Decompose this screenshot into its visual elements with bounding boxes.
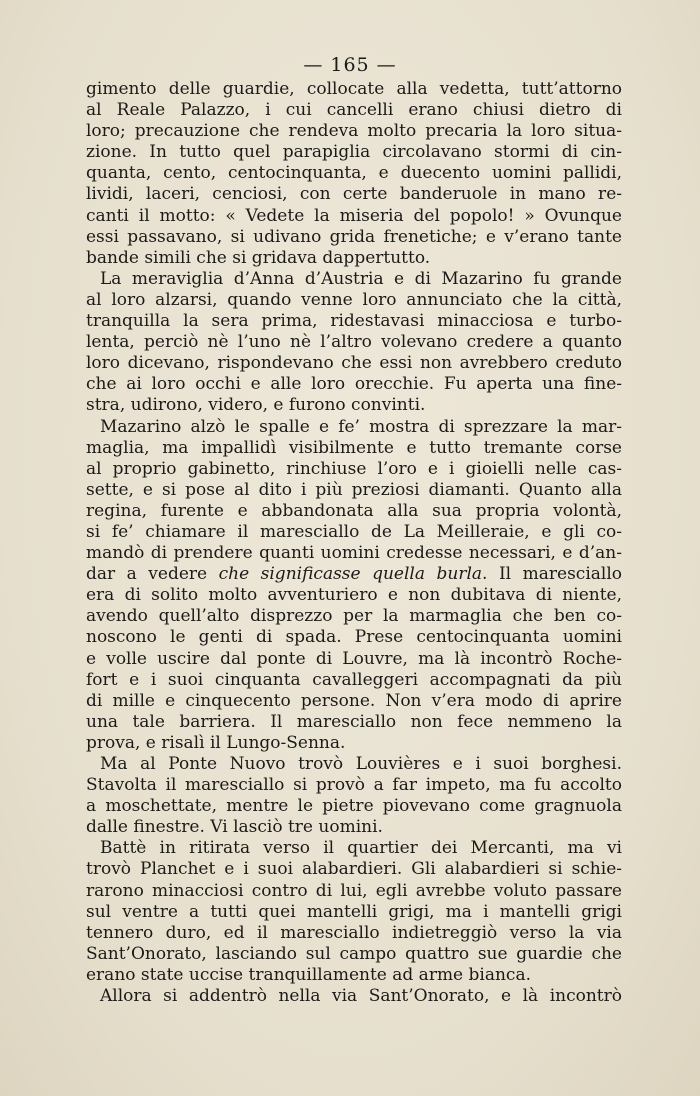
text-line: quanta, cento, centocinquanta, e duecento uomini pallidi, bbox=[86, 163, 622, 184]
text-line: al loro alzarsi, quando venne loro annunciato che la città, bbox=[86, 289, 622, 310]
text-line: Allora si addentrò nella via Sant’Onorato, e là incontrò bbox=[100, 986, 622, 1007]
body-text bbox=[86, 79, 622, 1007]
text-line: Sant’Onorato, lasciando sul campo quattro sue guardie che bbox=[86, 943, 622, 964]
text-line: loro dicevano, rispondevano che essi non avrebbero creduto bbox=[86, 353, 622, 374]
text-line: tennero duro, ed il maresciallo indietreggiò verso la via bbox=[86, 922, 622, 943]
text-line: bande simili che si gridava dappertutto. bbox=[86, 247, 431, 268]
text-line: noscono le genti di spada. Prese centocinquanta uomini bbox=[86, 627, 622, 648]
text-line: gimento delle guardie, collocate alla vedetta, tutt’attorno bbox=[86, 79, 622, 99]
text-line: regina, furente e abbandonata alla sua propria volontà, bbox=[86, 500, 622, 521]
text-line: dar a vedere che significasse quella burla. Il maresciallo bbox=[86, 564, 622, 585]
text-line: lividi, laceri, cenciosi, con certe banderuole in mano re- bbox=[86, 184, 622, 205]
italic-phrase: che significasse quella burla bbox=[218, 564, 483, 585]
text-line: e volle uscire dal ponte di Louvre, ma là incontrò Roche- bbox=[86, 648, 622, 669]
text-line: rarono minacciosi contro di lui, egli avrebbe voluto passare bbox=[86, 880, 622, 901]
text-line: mandò di prendere quanti uomini credesse necessari, e d’an- bbox=[86, 543, 622, 564]
text-line: canti il motto: « Vedete la miseria del popolo! » Ovunque bbox=[86, 205, 622, 226]
text-line: a moschettate, mentre le pietre piovevano come gragnuola bbox=[86, 796, 622, 817]
text-line: Battè in ritirata verso il quartier dei Mercanti, ma vi bbox=[100, 838, 622, 859]
text-line: prova, e risalì il Lungo-Senna. bbox=[86, 732, 346, 753]
text-line: lenta, perciò nè l’uno nè l’altro volevano credere a quanto bbox=[86, 332, 622, 353]
text-line: loro; precauzione che rendeva molto precaria la loro situa- bbox=[86, 121, 622, 142]
text-line: trovò Planchet e i suoi alabardieri. Gli alabardieri si schie- bbox=[86, 859, 622, 880]
text-line: fort e i suoi cinquanta cavalleggeri accompagnati da più bbox=[86, 669, 622, 690]
text-line: Ma al Ponte Nuovo trovò Louvières e i suoi borghesi. bbox=[100, 754, 622, 774]
text-line: di mille e cinquecento persone. Non v’era modo di aprire bbox=[86, 690, 622, 711]
text-line: sul ventre a tutti quei mantelli grigi, ma i mantelli grigi bbox=[86, 901, 622, 922]
text-line: avendo quell’alto disprezzo per la marmaglia che ben co- bbox=[86, 606, 622, 627]
page-number: — 165 — bbox=[303, 54, 397, 76]
text-line: sette, e si pose al dito i più preziosi diamanti. Quanto alla bbox=[86, 479, 622, 500]
text-line: dalle finestre. Vi lasciò tre uomini. bbox=[86, 817, 383, 838]
text-line: Mazarino alzò le spalle e fe’ mostra di sprezzare la mar- bbox=[100, 416, 622, 437]
text-line: stra, udirono, videro, e furono convinti. bbox=[86, 395, 426, 416]
text-line: zione. In tutto quel parapiglia circolavano stormi di cin- bbox=[86, 142, 622, 163]
text-line: erano state uccise tranquillamente ad arme bianca. bbox=[86, 964, 531, 985]
text-line: essi passavano, si udivano grida frenetiche; e v’erano tante bbox=[86, 226, 622, 247]
text-line: maglia, ma impallidì visibilmente e tutto tremante corse bbox=[86, 437, 622, 458]
text-line: La meraviglia d’Anna d’Austria e di Mazarino fu grande bbox=[100, 268, 622, 289]
text-line: era di solito molto avventuriero e non dubitava di niente, bbox=[86, 585, 622, 606]
text-line: che ai loro occhi e alle loro orecchie. Fu aperta una fine- bbox=[86, 374, 622, 395]
text-line: si fe’ chiamare il maresciallo de La Meilleraie, e gli co- bbox=[86, 521, 622, 542]
text-line: Stavolta il maresciallo si provò a far impeto, ma fu accolto bbox=[86, 775, 622, 796]
text-line: una tale barriera. Il maresciallo non fece nemmeno la bbox=[86, 711, 622, 732]
text-line: al proprio gabinetto, rinchiuse l’oro e i gioielli nelle cas- bbox=[86, 458, 622, 479]
text-line: tranquilla la sera prima, ridestavasi minacciosa e turbo- bbox=[86, 311, 622, 332]
text-line: al Reale Palazzo, i cui cancelli erano chiusi dietro di bbox=[86, 100, 622, 121]
